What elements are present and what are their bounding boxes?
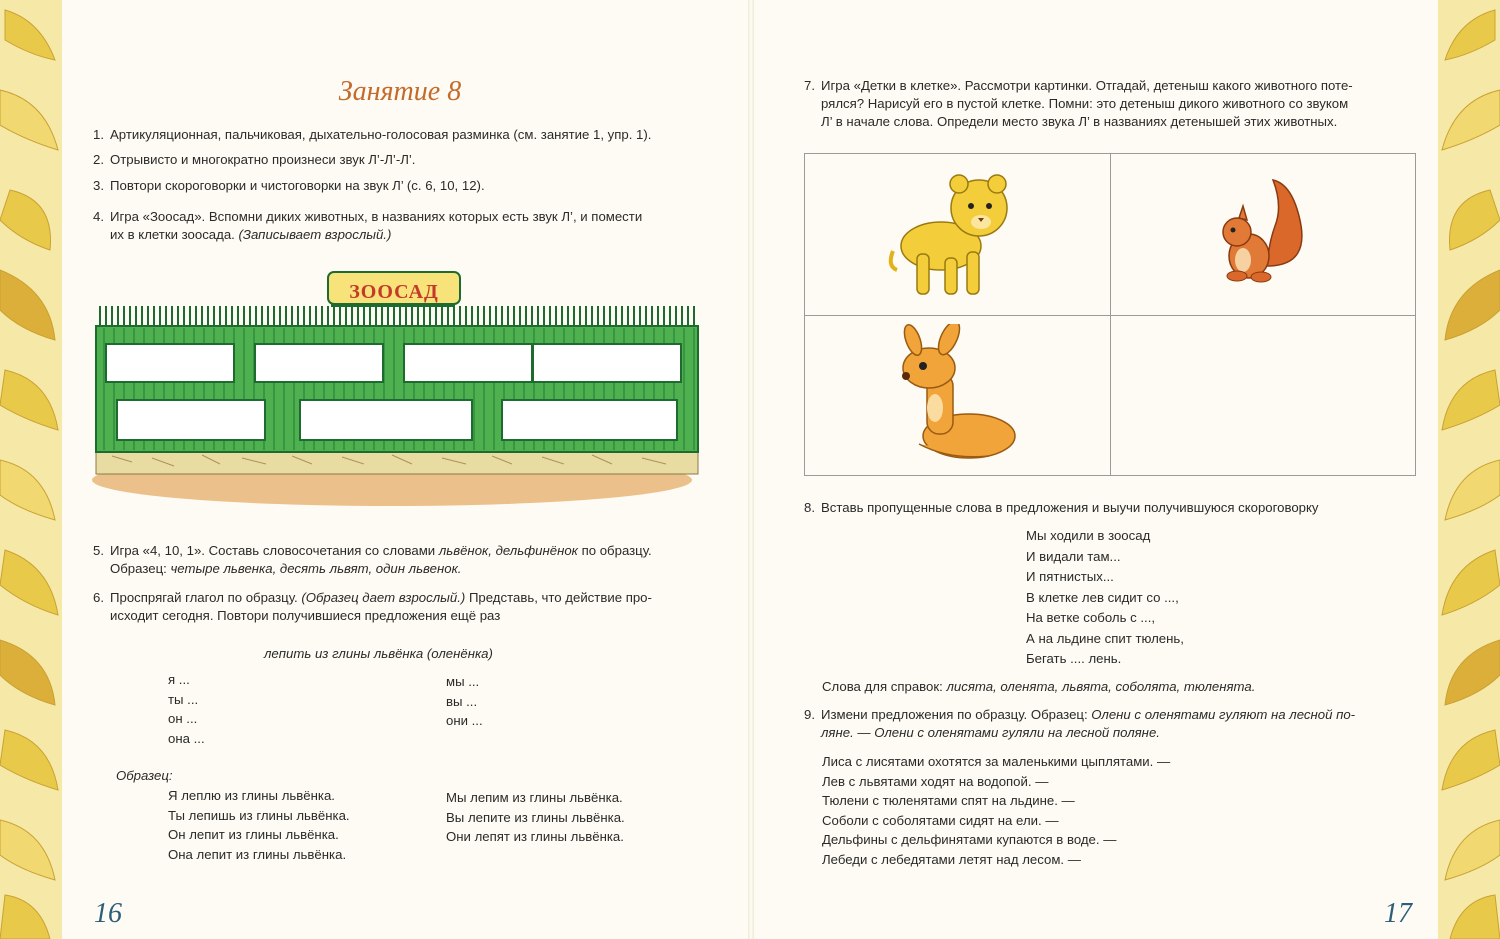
zoo-cage-3 — [404, 344, 532, 382]
exercise-text: Измени предложения по образцу. Образец: — [821, 707, 1088, 722]
sample-sentence: Он лепит из глины львёнка. — [168, 827, 339, 842]
lion-cub-picture — [883, 166, 1023, 301]
exercise-5 — [93, 542, 743, 578]
autumn-leaves-border-right — [1438, 0, 1500, 939]
sample-text: ляне. — Олени с оленятами гуляли на лесной поляне. — [821, 725, 1160, 740]
exercise-text: Артикуляционная, пальчиковая, дыхательно-голосовая разминка (см. занятие 1, упр. 1). — [110, 127, 652, 142]
exercise-text: Отрывисто и многократно произнеси звук Л’-Л’-Л’. — [110, 152, 416, 167]
sample-singular — [168, 786, 350, 864]
sample-plural — [446, 788, 625, 847]
exercise-text: их в клетки зоосада. — [110, 227, 235, 242]
zoo-cage-5 — [117, 400, 265, 440]
exercise-number: 6. — [93, 590, 104, 605]
conjugation-phrase: лепить из глины львёнка (оленёнка) — [264, 646, 493, 661]
help-label: Слова для справок: — [822, 679, 943, 694]
exercise-text: Вставь пропущенные слова в предложения и выучи получившуюся скороговорку — [821, 500, 1319, 515]
pronoun: она ... — [168, 730, 205, 746]
exercise-text: рялся? Нарисуй его в пустой клетке. Помни: это детеныш дикого животного со звуком — [821, 96, 1349, 111]
exercise-8 — [804, 499, 1444, 517]
sentence: Дельфины с дельфинятами купаются в воде. — — [822, 832, 1117, 847]
exercise-number: 1. — [93, 127, 104, 142]
sentence: Тюлени с тюленятами спят на льдине. — — [822, 793, 1075, 808]
poem-line: На ветке соболь с ..., — [1026, 610, 1156, 625]
book-gutter — [748, 0, 754, 939]
zoo-cage-2 — [255, 344, 383, 382]
exercise-number: 7. — [804, 78, 815, 93]
sample-label: Образец: — [116, 768, 173, 783]
exercise-number: 4. — [93, 209, 104, 224]
help-words — [822, 678, 1255, 696]
exercise-number: 9. — [804, 707, 815, 722]
exercise-text: Л’ в начале слова. Определи место звука Л’ в названиях детенышей этих животных. — [821, 114, 1338, 129]
zoo-sign: ЗООСАД — [349, 281, 439, 303]
zoo-cage-6 — [300, 400, 472, 440]
exercise-6 — [93, 589, 743, 625]
exercise-2 — [93, 151, 743, 169]
sample-text: четыре львенка, десять львят, один львенок. — [170, 561, 462, 576]
pronouns-plural — [446, 672, 483, 731]
pronoun: он ... — [168, 711, 198, 726]
exercise-text: по образцу. — [581, 543, 652, 558]
animal-cages-grid — [804, 153, 1416, 476]
exercise-text: Проспрягай глагол по образцу. — [110, 590, 298, 605]
help-list: лисята, оленята, львята, соболята, тюленята. — [946, 679, 1256, 694]
exercise-text: Повтори скороговорки и чистоговорки на звук Л’ (с. 6, 10, 12). — [110, 178, 485, 193]
exercise-text: Представь, что действие про- — [468, 590, 652, 605]
poem-line: И пятнистых... — [1026, 569, 1114, 584]
squirrel-picture — [1217, 176, 1317, 291]
pronoun: я ... — [168, 672, 190, 687]
exercise-number: 8. — [804, 500, 815, 515]
sample-label: Образец: — [110, 561, 167, 576]
sentence: Лебеди с лебедятами летят над лесом. — — [822, 851, 1081, 867]
exercise-1 — [93, 126, 743, 144]
zoo-cage-7 — [502, 400, 677, 440]
page-number-right: 17 — [1384, 898, 1412, 929]
sample-sentence: Мы лепим из глины львёнка. — [446, 790, 623, 805]
exercise-3 — [93, 177, 743, 195]
page-number-left: 16 — [94, 898, 122, 929]
poem-line: И видали там... — [1026, 548, 1121, 564]
poem-line: Мы ходили в зоосад — [1026, 528, 1151, 543]
zoo-cage-4 — [533, 344, 681, 382]
exercise-7 — [804, 77, 1444, 131]
exercise-number: 2. — [93, 152, 104, 167]
exercise-note: (Записывает взрослый.) — [238, 227, 392, 242]
exercise-text: Игра «Зоосад». Вспомни диких животных, в названиях которых есть звук Л’, и помести — [110, 209, 643, 224]
exercise-text: Игра «Детки в клетке». Рассмотри картинки. Отгадай, детеныш какого животного поте- — [821, 78, 1353, 93]
sentence: Лиса с лисятами охотятся за маленькими цыплятами. — — [822, 754, 1171, 769]
poem-line: В клетке лев сидит со ..., — [1026, 589, 1179, 605]
tongue-twister-poem — [1026, 526, 1184, 670]
fawn-picture — [889, 324, 1029, 469]
sample-text: Олени с оленятами гуляют на лесной по- — [1091, 707, 1356, 722]
lesson-title: Занятие 8 — [338, 76, 462, 107]
exercise-number: 5. — [93, 543, 104, 558]
poem-line: Бегать .... лень. — [1026, 651, 1122, 666]
sample-sentence: Она лепит из глины львёнка. — [168, 846, 347, 862]
exercise-4 — [93, 208, 743, 244]
key-words: львёнок, дельфинёнок — [438, 543, 578, 558]
poem-line: А на льдине спит тюлень, — [1026, 630, 1184, 646]
exercise-note: (Образец дает взрослый.) — [301, 590, 466, 605]
sentence: Соболи с соболятами сидят на ели. — — [822, 812, 1059, 828]
pronoun: вы ... — [446, 693, 478, 709]
sentences-to-change — [822, 752, 1170, 869]
pronoun: ты ... — [168, 691, 199, 707]
sample-sentence: Вы лепите из глины львёнка. — [446, 809, 625, 825]
exercise-text: исходит сегодня. Повтори получившиеся предложения ещё раз — [110, 608, 501, 623]
autumn-leaves-border-left — [0, 0, 62, 939]
sample-sentence: Ты лепишь из глины львёнка. — [168, 807, 350, 823]
pronoun: они ... — [446, 713, 483, 728]
pronouns-singular — [168, 670, 205, 748]
sentence: Лев с львятами ходят на водопой. — — [822, 773, 1049, 789]
exercise-text: Игра «4, 10, 1». Составь словосочетания со словами — [110, 543, 436, 558]
sample-sentence: Они лепят из глины львёнка. — [446, 829, 624, 844]
exercise-number: 3. — [93, 178, 104, 193]
exercise-9 — [804, 706, 1444, 742]
pronoun: мы ... — [446, 674, 480, 689]
zoo-cage-1 — [106, 344, 234, 382]
sample-sentence: Я леплю из глины львёнка. — [168, 788, 335, 803]
